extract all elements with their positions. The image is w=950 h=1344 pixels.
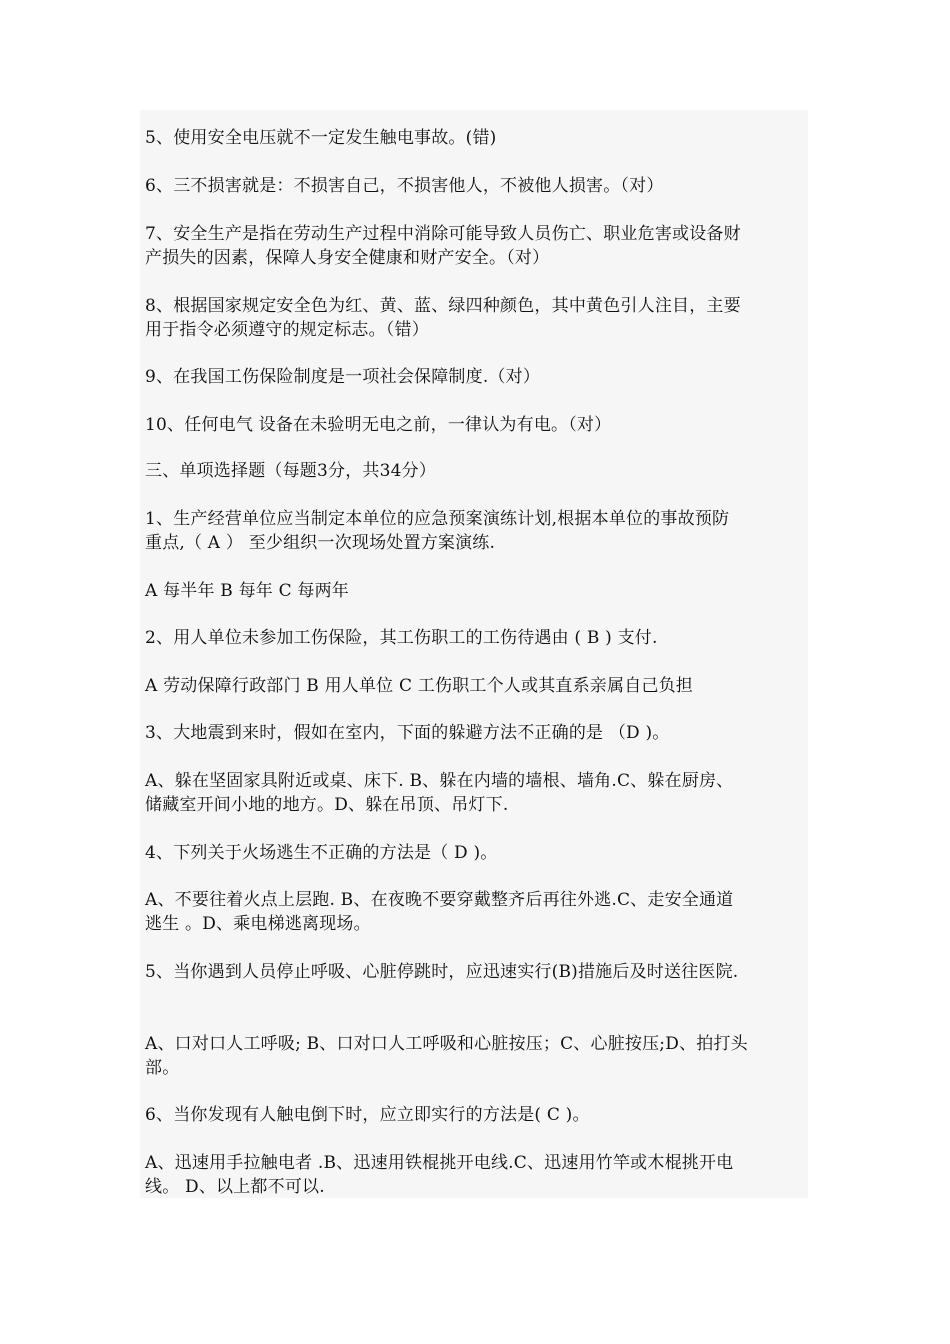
choice-question-1-options: A 每半年 B 每年 C 每两年 xyxy=(145,581,349,601)
section-heading: 三、单项选择题（每题3分，共34分） xyxy=(145,461,437,481)
judgment-item-8-line-1: 8、根据国家规定安全色为红、黄、蓝、绿四种颜色，其中黄色引人注目，主要 xyxy=(145,296,741,316)
choice-question-1-line-1: 1、生产经营单位应当制定本单位的应急预案演练计划,根据本单位的事故预防 xyxy=(145,509,730,529)
choice-question-3-options-line-2: 储藏室开间小地的地方。D、躲在吊顶、吊灯下. xyxy=(145,795,509,815)
choice-question-6-options-line-1: A、迅速用手拉触电者 .B、迅速用铁棍挑开电线.C、迅速用竹竿或木棍挑开电 xyxy=(145,1153,734,1173)
choice-question-3: 3、大地震到来时，假如在室内，下面的躲避方法不正确的是 （D )。 xyxy=(145,723,670,743)
choice-question-4: 4、下列关于火场逃生不正确的方法是（ D )。 xyxy=(145,843,498,863)
judgment-item-9: 9、在我国工伤保险制度是一项社会保障制度.（对） xyxy=(145,367,541,387)
judgment-item-7-line-1: 7、安全生产是指在劳动生产过程中消除可能导致人员伤亡、职业危害或设备财 xyxy=(145,224,741,244)
judgment-item-5: 5、使用安全电压就不一定发生触电事故。(错) xyxy=(145,128,497,148)
choice-question-3-options-line-1: A、躲在坚固家具附近或桌、床下. B、躲在内墙的墙根、墙角.C、躲在厨房、 xyxy=(145,771,734,791)
choice-question-5-options-line-1: A、口对口人工呼吸; B、口对口人工呼吸和心脏按压；C、心脏按压;D、拍打头 xyxy=(145,1034,748,1054)
judgment-item-10: 10、任何电气 设备在未验明无电之前，一律认为有电。（对） xyxy=(145,415,612,435)
choice-question-5-options-line-2: 部。 xyxy=(145,1058,180,1078)
choice-question-4-options-line-2: 逃生 。D、乘电梯逃离现场。 xyxy=(145,914,371,934)
choice-question-4-options-line-1: A、不要往着火点上层跑. B、在夜晚不要穿戴整齐后再往外逃.C、走安全通道 xyxy=(145,890,734,910)
choice-question-2-options: A 劳动保障行政部门 B 用人单位 C 工伤职工个人或其直系亲属自己负担 xyxy=(145,676,693,696)
choice-question-5: 5、当你遇到人员停止呼吸、心脏停跳时，应迅速实行(B)措施后及时送往医院. xyxy=(145,962,739,982)
judgment-item-7-line-2: 产损失的因素，保障人身安全健康和财产安全。（对） xyxy=(145,248,550,268)
choice-question-2: 2、用人单位未参加工伤保险，其工伤职工的工伤待遇由 ( B ) 支付. xyxy=(145,628,658,648)
choice-question-1-line-2: 重点,（ A ） 至少组织一次现场处置方案演练. xyxy=(145,533,496,553)
judgment-item-6: 6、三不损害就是：不损害自己，不损害他人，不被他人损害。（对） xyxy=(145,176,664,196)
judgment-item-8-line-2: 用于指令必须遵守的规定标志。（错） xyxy=(145,320,429,340)
choice-question-6: 6、当你发现有人触电倒下时，应立即实行的方法是( C )。 xyxy=(145,1105,590,1125)
choice-question-6-options-line-2: 线。 D、以上都不可以. xyxy=(145,1177,325,1197)
